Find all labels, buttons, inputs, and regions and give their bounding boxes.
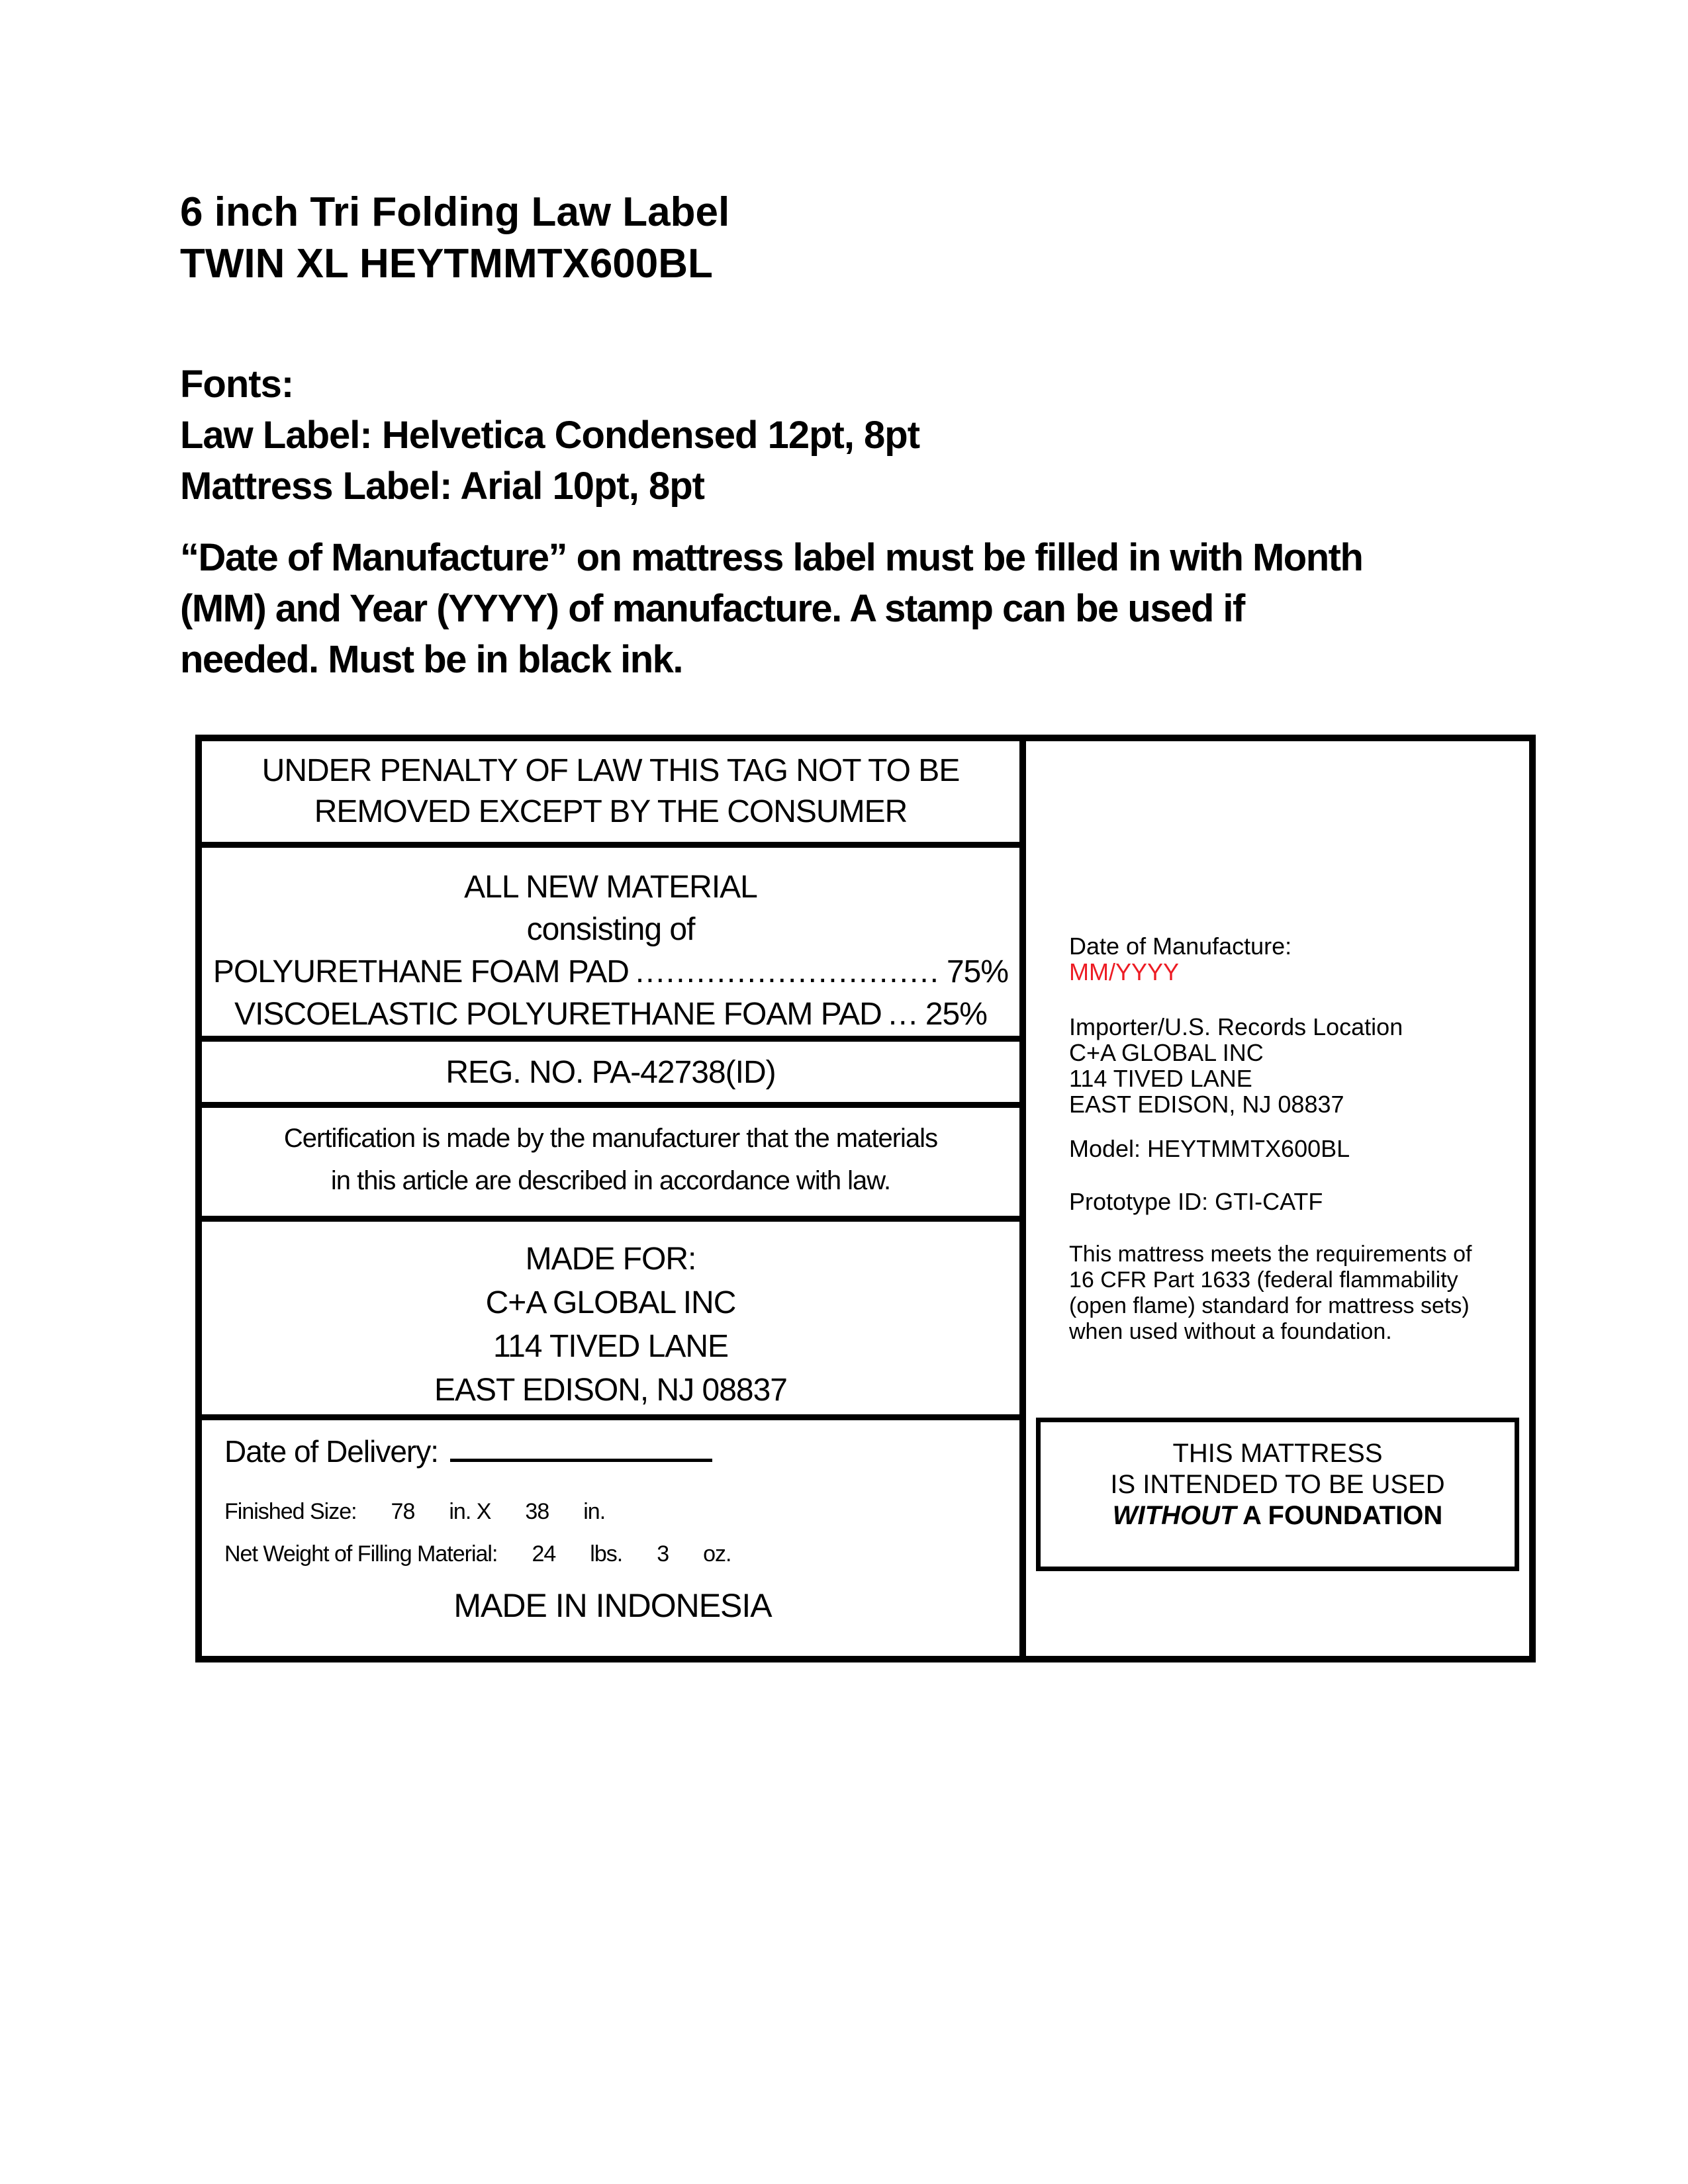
date-of-delivery-label: Date of Delivery: (224, 1434, 439, 1469)
material-item-row (202, 993, 1019, 1036)
finished-size-width: 78 (391, 1499, 415, 1524)
net-weight-ounces: 3 (657, 1541, 669, 1567)
manufacture-date-block (1069, 933, 1509, 985)
law-label-column (202, 741, 1026, 1656)
foundation-notice-box (1036, 1418, 1519, 1571)
date-of-delivery-row (224, 1432, 1001, 1471)
material-1-name: POLYURETHANE FOAM PAD (212, 954, 629, 989)
finished-size-label: Finished Size: (224, 1499, 357, 1524)
prototype-line: Prototype ID: GTI-CATF (1069, 1188, 1323, 1215)
foundation-notice-line-1: THIS MATTRESS (1172, 1439, 1383, 1468)
foundation-notice-without: WITHOUT (1112, 1501, 1237, 1530)
net-weight-label: Net Weight of Filling Material: (224, 1541, 498, 1567)
penalty-line-2: REMOVED EXCEPT BY THE CONSUMER (314, 794, 908, 829)
materials-heading: ALL NEW MATERIAL (464, 870, 757, 905)
net-weight-pounds-unit: lbs. (590, 1541, 623, 1567)
manufacture-note-line-2: (MM) and Year (YYYY) of manufacture. A stamp can be used if (180, 587, 1244, 630)
material-2-value: 25% (925, 997, 987, 1032)
net-weight-row (224, 1541, 1001, 1567)
flammability-line-2: 16 CFR Part 1633 (federal flammability (1069, 1267, 1458, 1293)
flammability-statement (1069, 1242, 1509, 1345)
made-for-street: 114 TIVED LANE (492, 1329, 729, 1364)
made-for-city: EAST EDISON, NJ 08837 (434, 1373, 787, 1408)
manufacture-note-line-3: needed. Must be in black ink. (180, 638, 683, 681)
penalty-line-1: UNDER PENALTY OF LAW THIS TAG NOT TO BE (261, 753, 960, 788)
made-for-cell (202, 1222, 1019, 1420)
page-title-line-1: 6 inch Tri Folding Law Label (180, 189, 730, 235)
reg-no: REG. NO. PA-42738(ID) (445, 1055, 776, 1090)
foundation-notice-line-2: IS INTENDED TO BE USED (1110, 1470, 1445, 1499)
material-item-row (202, 951, 1019, 993)
fonts-spec (180, 359, 919, 512)
certification-line-1: Certification is made by the manufacturer that the materials (283, 1124, 938, 1153)
manufacture-date-label: Date of Manufacture: (1069, 933, 1292, 960)
manufacture-note-line-1: “Date of Manufacture” on mattress label must be filled in with Month (180, 536, 1363, 579)
certification-line-2: in this article are described in accordance with law. (330, 1166, 891, 1195)
materials-subheading: consisting of (526, 912, 695, 947)
material-2-name: VISCOELASTIC POLYURETHANE FOAM PAD (234, 997, 882, 1032)
flammability-line-1: This mattress meets the requirements of (1069, 1242, 1472, 1267)
fonts-heading: Fonts: (180, 363, 294, 406)
label-artwork-box (195, 735, 1536, 1662)
date-of-delivery-blank-line (450, 1456, 712, 1462)
fonts-law-label-line: Law Label: Helvetica Condensed 12pt, 8pt (180, 414, 920, 457)
material-1-leader: .............................. (635, 954, 940, 989)
made-for-company: C+A GLOBAL INC (485, 1285, 736, 1320)
reg-no-cell (202, 1042, 1019, 1108)
material-1-value: 75% (946, 954, 1009, 989)
model-line: Model: HEYTMMTX600BL (1069, 1135, 1350, 1162)
importer-heading: Importer/U.S. Records Location (1069, 1013, 1403, 1040)
importer-block (1069, 1014, 1509, 1117)
certification-cell (202, 1108, 1019, 1222)
page-title (180, 187, 729, 290)
delivery-size-cell (202, 1420, 1019, 1656)
penalty-cell (202, 741, 1019, 848)
finished-size-unit1: in. X (449, 1499, 491, 1524)
importer-company: C+A GLOBAL INC (1069, 1039, 1264, 1066)
finished-size-unit2: in. (583, 1499, 606, 1524)
page-title-line-2: TWIN XL HEYTMMTX600BL (180, 241, 713, 287)
finished-size-row (224, 1498, 1001, 1525)
importer-city: EAST EDISON, NJ 08837 (1069, 1091, 1344, 1118)
manufacture-date-value: MM/YYYY (1069, 958, 1180, 985)
net-weight-pounds: 24 (532, 1541, 556, 1567)
flammability-line-4: when used without a foundation. (1069, 1319, 1392, 1344)
net-weight-ounces-unit: oz. (703, 1541, 731, 1567)
fonts-mattress-label-line: Mattress Label: Arial 10pt, 8pt (180, 465, 704, 508)
flammability-line-3: (open flame) standard for mattress sets) (1069, 1293, 1470, 1318)
country-of-origin: MADE IN INDONESIA (453, 1587, 772, 1624)
mattress-label-column (1026, 741, 1529, 1656)
importer-street: 114 TIVED LANE (1069, 1065, 1252, 1092)
materials-cell (202, 848, 1019, 1042)
foundation-notice-rest: A FOUNDATION (1236, 1501, 1443, 1530)
manufacture-note (180, 532, 1362, 685)
material-2-leader: ... (888, 997, 919, 1032)
foundation-notice-line-3 (1041, 1500, 1515, 1531)
finished-size-depth: 38 (525, 1499, 549, 1524)
made-for-heading: MADE FOR: (525, 1242, 696, 1277)
